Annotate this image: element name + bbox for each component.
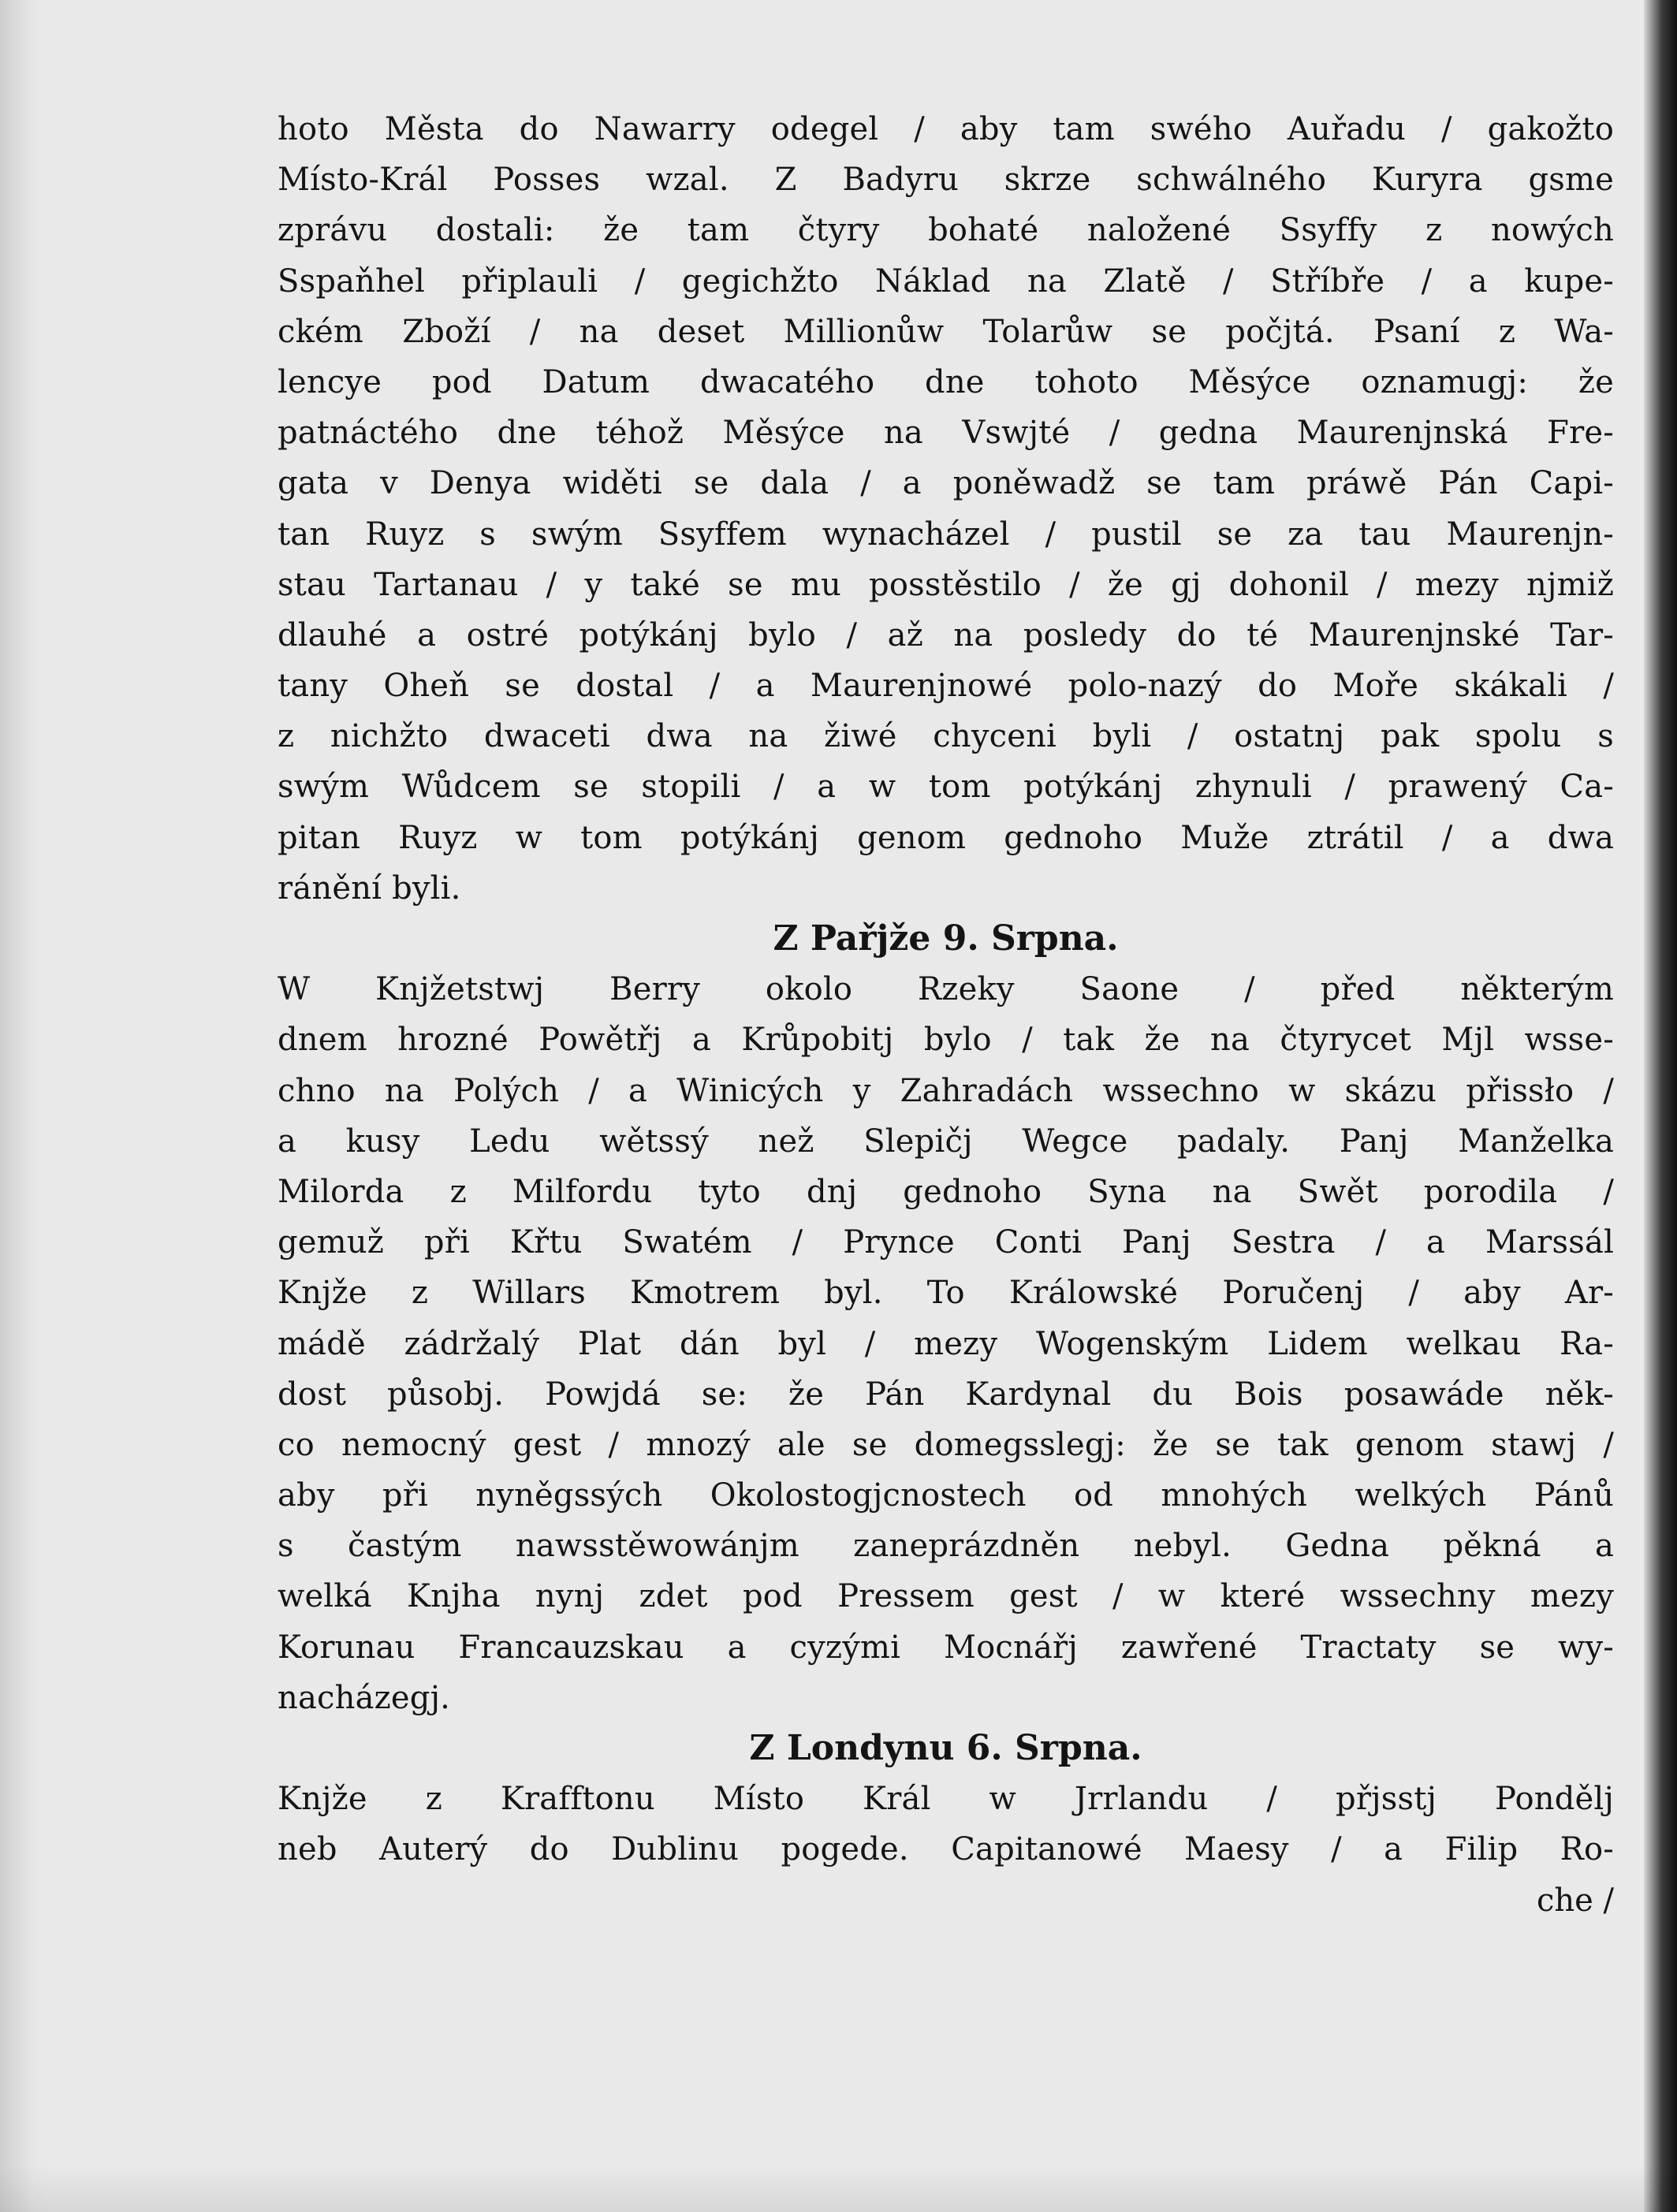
text-line: dnem hrozné Powětřj a Krůpobitj bylo / tak že na čtyrycet Mjl wsse- bbox=[278, 1022, 1614, 1059]
text-line: neb Auterý do Dublinu pogede. Capitanowé Maesy / a Filip Ro- bbox=[278, 1831, 1614, 1868]
text-line: chno na Polých / a Winicých y Zahradách wssechno w skázu přissło / bbox=[278, 1072, 1614, 1109]
text-line: stau Tartanau / y také se mu posstěstilo / že gj dohonil / mezy njmiž bbox=[278, 566, 1614, 603]
text-line: a kusy Ledu wětssý než Slepičj Wegce padaly. Panj Manželka bbox=[278, 1123, 1614, 1160]
text-line: zprávu dostali: že tam čtyry bohaté naložené Ssyffy z nowých bbox=[278, 212, 1614, 249]
text-line: Sspaňhel připlauli / gegichžto Náklad na Zlatě / Stříbře / a kupe- bbox=[278, 263, 1614, 300]
text-line: lencye pod Datum dwacatého dne tohoto Měsýce oznamugj: že bbox=[278, 363, 1614, 400]
text-line: Knjže z Krafftonu Místo Král w Jrrlandu / přjsstj Pondělj bbox=[278, 1781, 1614, 1818]
text-line: ránění byli. bbox=[278, 870, 461, 907]
printed-text-block bbox=[278, 104, 1614, 1926]
text-line: aby při nyněgssých Okolostogjcnostech od mnohých welkých Pánů bbox=[278, 1477, 1614, 1514]
text-line: patnáctého dne téhož Měsýce na Vswjté / gedna Maurenjnská Fre- bbox=[278, 415, 1614, 452]
text-line: Korunau Francauzskau a cyzými Mocnářj zawřené Tractaty se wy- bbox=[278, 1629, 1614, 1666]
page-edge-shadow bbox=[1644, 0, 1677, 2212]
text-line: dlauhé a ostré potýkánj bylo / až na posledy do té Maurenjnské Tar- bbox=[278, 616, 1614, 654]
text-line: co nemocný gest / mnozý ale se domegsslegj: že se tak genom stawj / bbox=[278, 1426, 1614, 1463]
text-line: s častým nawsstěwowánjm zaneprázdněn nebyl. Gedna pěkná a bbox=[278, 1528, 1614, 1565]
text-line: dost působj. Powjdá se: že Pán Kardynal du Bois posawáde něk- bbox=[278, 1376, 1614, 1413]
text-line: nacházegj. bbox=[278, 1679, 451, 1716]
page-gutter-shadow bbox=[0, 0, 47, 2212]
text-line: Milorda z Milfordu tyto dnj gednoho Syna na Swět porodila / bbox=[278, 1173, 1614, 1210]
text-line: gata v Denya widěti se dala / a poněwadž se tam práwě Pán Capi- bbox=[278, 465, 1614, 502]
catchword: che / bbox=[1536, 1882, 1614, 1919]
text-line: mádě zádržalý Plat dán byl / mezy Wogenským Lidem welkau Ra- bbox=[278, 1325, 1614, 1362]
text-line: ckém Zboží / na deset Millionůw Tolarůw se počjtá. Psaní z Wa- bbox=[278, 313, 1614, 350]
text-line: pitan Ruyz w tom potýkánj genom gednoho Muže ztrátil / a dwa bbox=[278, 819, 1614, 856]
text-line: swým Wůdcem se stopili / a w tom potýkánj zhynuli / prawený Ca- bbox=[278, 769, 1614, 806]
page-bottom-shade bbox=[0, 2165, 1677, 2212]
text-line: hoto Města do Nawarry odegel / aby tam swého Auřadu / gakožto bbox=[278, 111, 1614, 147]
text-line: welká Knjha nynj zdet pod Pressem gest / w které wssechny mezy bbox=[278, 1578, 1614, 1615]
section-heading-paris: Z Pařjže 9. Srpna. bbox=[773, 918, 1119, 959]
section-heading-london: Z Londynu 6. Srpna. bbox=[749, 1728, 1142, 1768]
text-line: tan Ruyz s swým Ssyffem wynacházel / pustil se za tau Maurenjn- bbox=[278, 516, 1614, 553]
text-line: gemuž při Křtu Swatém / Prynce Conti Panj Sestra / a Marssál bbox=[278, 1224, 1614, 1261]
text-line: W Knjžetstwj Berry okolo Rzeky Saone / před některým bbox=[278, 971, 1614, 1008]
text-line: z nichžto dwaceti dwa na žiwé chyceni byli / ostatnj pak spolu s bbox=[278, 718, 1614, 755]
text-line: Místo-Král Posses wzal. Z Badyru skrze schwálného Kuryra gsme bbox=[278, 162, 1614, 199]
text-line: Knjže z Willars Kmotrem byl. To Králowské Poručenj / aby Ar- bbox=[278, 1275, 1614, 1312]
text-line: tany Oheň se dostal / a Maurenjnowé polo-nazý do Moře skákali / bbox=[278, 668, 1614, 705]
